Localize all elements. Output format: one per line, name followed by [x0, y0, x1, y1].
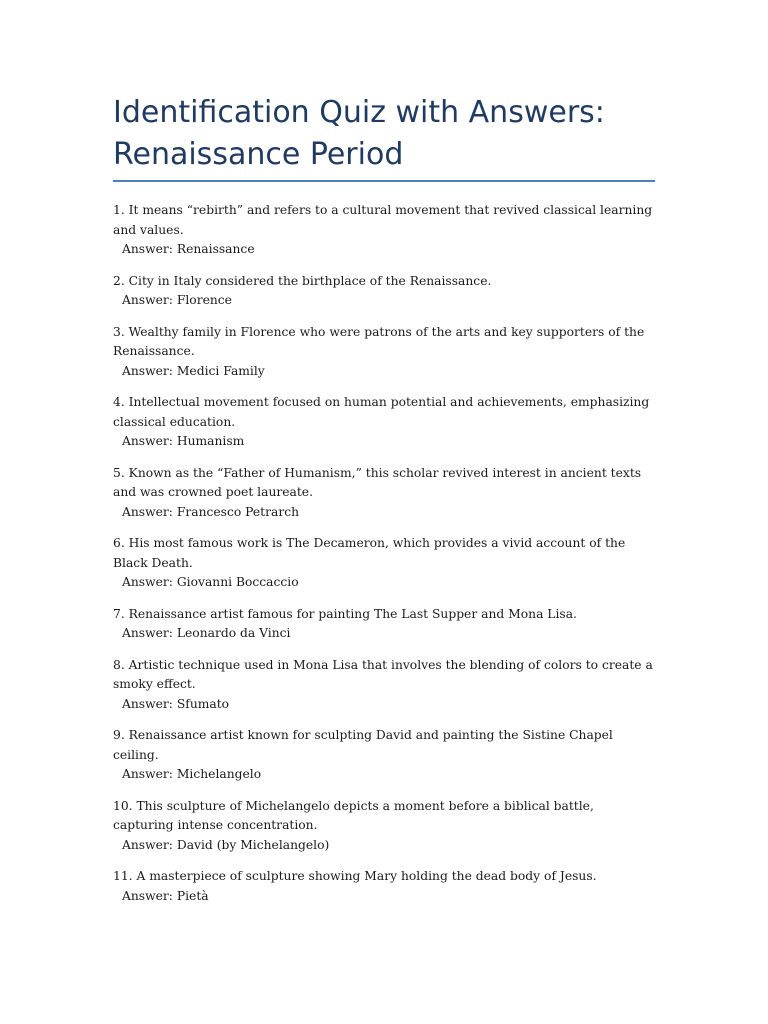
quiz-item — [113, 393, 658, 452]
quiz-list — [113, 201, 658, 918]
quiz-question: 4. Intellectual movement focused on human potential and achievements, emphasizing classical education. — [113, 395, 650, 429]
document-title-line-2: Renaissance Period — [113, 137, 404, 172]
quiz-answer: Answer: Renaissance — [122, 242, 255, 256]
quiz-item — [113, 656, 658, 715]
quiz-question: 3. Wealthy family in Florence who were patrons of the arts and key supporters of the Renaissance. — [113, 324, 645, 358]
quiz-question: 1. It means “rebirth” and refers to a cultural movement that revived classical learning and values. — [113, 203, 653, 237]
quiz-question: 2. City in Italy considered the birthplace of the Renaissance. — [113, 273, 492, 288]
quiz-item — [113, 605, 658, 644]
document-title — [113, 92, 673, 176]
quiz-answer: Answer: David (by Michelangelo) — [122, 837, 330, 852]
quiz-item — [113, 726, 658, 785]
quiz-item — [113, 534, 658, 593]
quiz-question: 10. This sculpture of Michelangelo depicts a moment before a biblical battle, capturing intense concentration. — [113, 798, 594, 832]
quiz-answer: Answer: Leonardo da Vinci — [122, 626, 291, 640]
quiz-answer: Answer: Francesco Petrarch — [122, 504, 300, 519]
quiz-item — [113, 323, 658, 382]
quiz-question: 11. A masterpiece of sculpture showing Mary holding the dead body of Jesus. — [113, 869, 597, 883]
quiz-item — [113, 464, 658, 523]
document-title-line-1: Identification Quiz with Answers: — [113, 95, 605, 130]
quiz-item — [113, 867, 658, 906]
title-underline — [113, 180, 655, 182]
quiz-question: 9. Renaissance artist known for sculpting David and painting the Sistine Chapel ceiling. — [113, 728, 613, 762]
quiz-answer: Answer: Florence — [122, 293, 232, 307]
quiz-question: 7. Renaissance artist famous for painting The Last Supper and Mona Lisa. — [113, 606, 577, 621]
quiz-answer: Answer: Medici Family — [122, 363, 265, 378]
quiz-item — [113, 272, 658, 311]
quiz-question: 8. Artistic technique used in Mona Lisa that involves the blending of colors to create a smoky effect. — [113, 657, 653, 691]
quiz-item — [113, 201, 658, 260]
quiz-question: 5. Known as the “Father of Humanism,” this scholar revived interest in ancient texts and was crowned poet laureate. — [113, 465, 642, 499]
quiz-answer: Answer: Giovanni Boccaccio — [122, 575, 299, 589]
quiz-answer: Answer: Michelangelo — [122, 767, 262, 781]
quiz-answer: Answer: Humanism — [122, 434, 245, 448]
quiz-item — [113, 797, 658, 856]
quiz-answer: Answer: Pietà — [122, 888, 209, 903]
quiz-question: 6. His most famous work is The Decameron, which provides a vivid account of the Black Death. — [113, 536, 626, 570]
quiz-answer: Answer: Sfumato — [122, 696, 230, 711]
